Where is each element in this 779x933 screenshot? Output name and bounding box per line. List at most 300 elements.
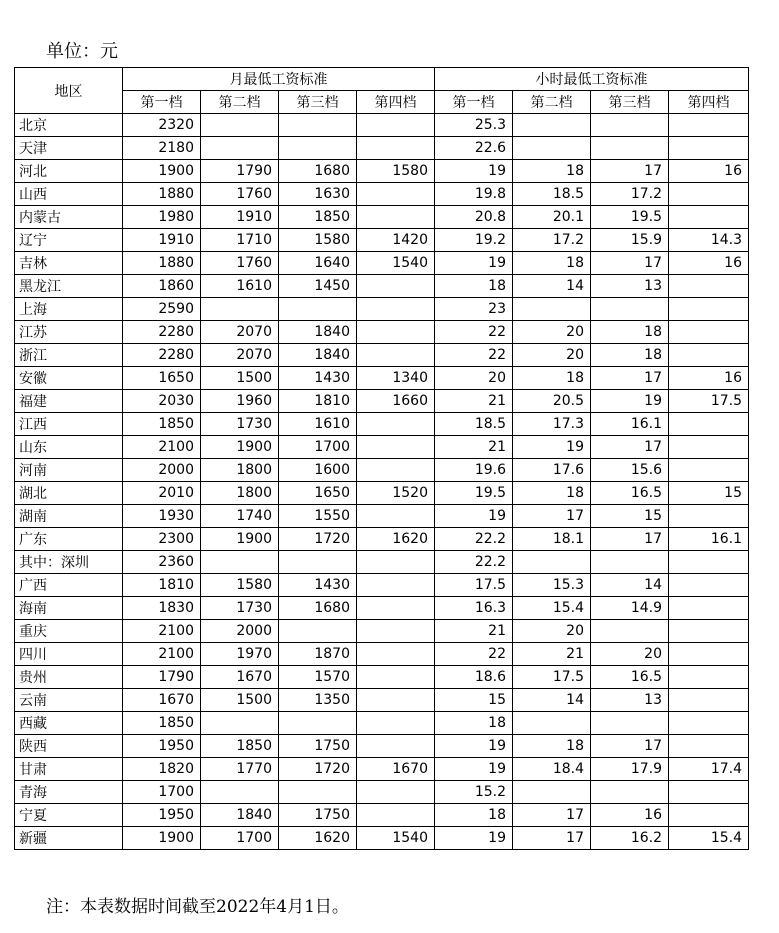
monthly-wage-cell (357, 666, 435, 689)
monthly-wage-cell (279, 551, 357, 574)
hourly-wage-cell: 19 (435, 735, 513, 758)
monthly-wage-cell: 2100 (123, 620, 201, 643)
hourly-wage-cell: 15 (591, 505, 669, 528)
hourly-wage-cell: 16 (591, 804, 669, 827)
monthly-wage-cell: 2590 (123, 298, 201, 321)
monthly-wage-cell (357, 781, 435, 804)
region-cell: 西藏 (15, 712, 123, 735)
monthly-wage-cell: 1670 (357, 758, 435, 781)
table-row (15, 459, 749, 482)
table-row (15, 183, 749, 206)
monthly-wage-cell: 1970 (201, 643, 279, 666)
monthly-wage-cell: 1620 (357, 528, 435, 551)
monthly-wage-cell (279, 114, 357, 137)
monthly-tier-header: 第三档 (279, 91, 357, 114)
monthly-wage-cell: 1580 (357, 160, 435, 183)
hourly-wage-cell: 17.5 (513, 666, 591, 689)
hourly-tier-header: 第二档 (513, 91, 591, 114)
monthly-wage-cell: 1680 (279, 597, 357, 620)
table-row (15, 597, 749, 620)
hourly-wage-cell: 20 (591, 643, 669, 666)
region-cell: 内蒙古 (15, 206, 123, 229)
monthly-wage-cell: 1580 (279, 229, 357, 252)
table-row (15, 620, 749, 643)
monthly-wage-cell (357, 712, 435, 735)
monthly-wage-cell (357, 574, 435, 597)
hourly-wage-cell: 17 (591, 252, 669, 275)
hourly-wage-cell: 15.4 (669, 827, 749, 850)
hourly-wage-cell: 17 (591, 528, 669, 551)
monthly-wage-cell: 1720 (279, 528, 357, 551)
monthly-wage-cell (279, 781, 357, 804)
table-row (15, 390, 749, 413)
hourly-wage-cell: 16.1 (669, 528, 749, 551)
monthly-wage-cell: 1790 (123, 666, 201, 689)
region-cell: 青海 (15, 781, 123, 804)
hourly-wage-cell: 19 (435, 758, 513, 781)
monthly-wage-cell: 1540 (357, 827, 435, 850)
monthly-wage-cell: 1640 (279, 252, 357, 275)
hourly-wage-cell (669, 183, 749, 206)
hourly-wage-cell: 18 (513, 367, 591, 390)
hourly-wage-cell: 22.2 (435, 528, 513, 551)
hourly-wage-cell: 17 (591, 160, 669, 183)
monthly-wage-cell: 1790 (201, 160, 279, 183)
monthly-wage-cell: 1910 (123, 229, 201, 252)
hourly-wage-cell: 19 (435, 505, 513, 528)
hourly-wage-cell: 21 (435, 436, 513, 459)
monthly-wage-cell (201, 114, 279, 137)
monthly-wage-cell: 1860 (123, 275, 201, 298)
monthly-wage-cell (279, 298, 357, 321)
monthly-tier-header: 第一档 (123, 91, 201, 114)
monthly-wage-cell: 1600 (279, 459, 357, 482)
monthly-wage-cell (357, 643, 435, 666)
hourly-wage-cell (591, 551, 669, 574)
monthly-wage-cell: 1850 (123, 712, 201, 735)
region-cell: 广东 (15, 528, 123, 551)
hourly-wage-cell (669, 459, 749, 482)
hourly-wage-cell: 17.2 (591, 183, 669, 206)
hourly-wage-cell (669, 804, 749, 827)
monthly-wage-cell: 1430 (279, 574, 357, 597)
monthly-wage-cell: 2320 (123, 114, 201, 137)
hourly-wage-cell (591, 781, 669, 804)
monthly-wage-cell: 1900 (123, 160, 201, 183)
hourly-wage-cell: 20.8 (435, 206, 513, 229)
table-row (15, 712, 749, 735)
hourly-tier-header: 第四档 (669, 91, 749, 114)
region-cell: 浙江 (15, 344, 123, 367)
hourly-wage-cell: 19.2 (435, 229, 513, 252)
monthly-wage-cell: 1850 (201, 735, 279, 758)
monthly-wage-cell: 1540 (357, 252, 435, 275)
monthly-wage-cell: 1900 (123, 827, 201, 850)
monthly-wage-cell (357, 804, 435, 827)
footnote: 注：本表数据时间截至2022年4月1日。 (46, 897, 349, 917)
monthly-wage-cell: 1840 (279, 344, 357, 367)
hourly-wage-cell (513, 551, 591, 574)
hourly-wage-cell: 18.5 (435, 413, 513, 436)
hourly-wage-cell (513, 712, 591, 735)
monthly-wage-cell: 1810 (123, 574, 201, 597)
monthly-wage-cell (357, 114, 435, 137)
hourly-wage-cell: 20 (435, 367, 513, 390)
hourly-wage-cell: 22 (435, 321, 513, 344)
table-row (15, 160, 749, 183)
table-row (15, 758, 749, 781)
hourly-wage-cell (513, 114, 591, 137)
hourly-wage-cell: 16.3 (435, 597, 513, 620)
monthly-wage-cell: 1650 (123, 367, 201, 390)
hourly-wage-cell: 18.1 (513, 528, 591, 551)
monthly-wage-cell: 1340 (357, 367, 435, 390)
hourly-wage-cell: 25.3 (435, 114, 513, 137)
region-cell: 湖南 (15, 505, 123, 528)
monthly-wage-cell: 1850 (123, 413, 201, 436)
hourly-wage-cell: 16 (669, 252, 749, 275)
monthly-wage-cell (357, 206, 435, 229)
hourly-wage-cell: 17.4 (669, 758, 749, 781)
monthly-wage-cell (357, 137, 435, 160)
table-body (15, 114, 749, 850)
monthly-wage-cell (357, 620, 435, 643)
hourly-wage-cell: 16.5 (591, 482, 669, 505)
monthly-wage-cell: 2030 (123, 390, 201, 413)
hourly-wage-cell (669, 321, 749, 344)
hourly-wage-cell: 22 (435, 344, 513, 367)
monthly-wage-cell (201, 712, 279, 735)
region-cell: 宁夏 (15, 804, 123, 827)
monthly-wage-cell: 1820 (123, 758, 201, 781)
monthly-wage-cell (357, 321, 435, 344)
monthly-wage-cell: 1500 (201, 689, 279, 712)
monthly-wage-cell: 1710 (201, 229, 279, 252)
region-cell: 安徽 (15, 367, 123, 390)
monthly-wage-cell: 2280 (123, 344, 201, 367)
table-row (15, 344, 749, 367)
hourly-wage-cell (591, 712, 669, 735)
hourly-wage-cell: 18 (513, 735, 591, 758)
monthly-wage-cell: 1800 (201, 459, 279, 482)
region-cell: 其中：深圳 (15, 551, 123, 574)
table-row (15, 367, 749, 390)
monthly-group-header: 月最低工资标准 (123, 68, 435, 91)
hourly-wage-cell (669, 137, 749, 160)
region-cell: 河南 (15, 459, 123, 482)
monthly-wage-cell (357, 735, 435, 758)
monthly-wage-cell: 1880 (123, 252, 201, 275)
monthly-wage-cell: 1430 (279, 367, 357, 390)
hourly-tier-header: 第三档 (591, 91, 669, 114)
hourly-wage-cell (669, 620, 749, 643)
region-cell: 重庆 (15, 620, 123, 643)
region-cell: 海南 (15, 597, 123, 620)
hourly-wage-cell (591, 298, 669, 321)
monthly-wage-cell (279, 712, 357, 735)
hourly-wage-cell (669, 344, 749, 367)
hourly-wage-cell: 15.3 (513, 574, 591, 597)
monthly-wage-cell: 1500 (201, 367, 279, 390)
table-row (15, 804, 749, 827)
hourly-wage-cell: 17.9 (591, 758, 669, 781)
hourly-wage-cell: 14 (513, 689, 591, 712)
hourly-wage-cell: 15.4 (513, 597, 591, 620)
hourly-wage-cell: 20 (513, 620, 591, 643)
monthly-wage-cell (357, 298, 435, 321)
hourly-wage-cell: 18 (435, 712, 513, 735)
monthly-wage-cell: 1660 (357, 390, 435, 413)
hourly-wage-cell: 18.4 (513, 758, 591, 781)
hourly-wage-cell (669, 206, 749, 229)
monthly-wage-cell (279, 137, 357, 160)
hourly-wage-cell (669, 298, 749, 321)
region-cell: 云南 (15, 689, 123, 712)
region-cell: 天津 (15, 137, 123, 160)
monthly-wage-cell: 1760 (201, 252, 279, 275)
hourly-wage-cell (513, 137, 591, 160)
monthly-wage-cell: 2100 (123, 643, 201, 666)
monthly-wage-cell (357, 436, 435, 459)
hourly-wage-cell (669, 735, 749, 758)
monthly-wage-cell: 1420 (357, 229, 435, 252)
hourly-wage-cell: 14 (591, 574, 669, 597)
hourly-wage-cell: 22.6 (435, 137, 513, 160)
minimum-wage-table (14, 67, 749, 850)
monthly-wage-cell: 1700 (279, 436, 357, 459)
region-cell: 山东 (15, 436, 123, 459)
region-cell: 福建 (15, 390, 123, 413)
monthly-wage-cell: 1570 (279, 666, 357, 689)
hourly-wage-cell: 14.9 (591, 597, 669, 620)
region-header: 地区 (15, 68, 123, 114)
hourly-wage-cell: 19 (435, 827, 513, 850)
table-row (15, 114, 749, 137)
region-cell: 陕西 (15, 735, 123, 758)
hourly-wage-cell: 17 (513, 804, 591, 827)
hourly-wage-cell: 18.5 (513, 183, 591, 206)
monthly-wage-cell: 1760 (201, 183, 279, 206)
hourly-wage-cell: 15 (435, 689, 513, 712)
hourly-wage-cell: 14.3 (669, 229, 749, 252)
hourly-wage-cell: 16 (669, 160, 749, 183)
monthly-wage-cell (357, 413, 435, 436)
hourly-wage-cell: 17 (513, 827, 591, 850)
table-row (15, 689, 749, 712)
hourly-wage-cell: 19 (435, 252, 513, 275)
monthly-wage-cell (357, 689, 435, 712)
hourly-wage-cell: 16.5 (591, 666, 669, 689)
hourly-wage-cell (591, 620, 669, 643)
hourly-wage-cell: 19.8 (435, 183, 513, 206)
hourly-wage-cell (669, 574, 749, 597)
hourly-wage-cell: 18 (435, 275, 513, 298)
monthly-wage-cell: 1900 (201, 528, 279, 551)
monthly-wage-cell: 1950 (123, 735, 201, 758)
table-row (15, 229, 749, 252)
hourly-wage-cell (513, 298, 591, 321)
hourly-wage-cell: 16.2 (591, 827, 669, 850)
hourly-wage-cell (669, 413, 749, 436)
monthly-wage-cell: 2010 (123, 482, 201, 505)
monthly-wage-cell: 1550 (279, 505, 357, 528)
hourly-wage-cell (669, 689, 749, 712)
monthly-wage-cell: 1750 (279, 804, 357, 827)
monthly-wage-cell: 1840 (279, 321, 357, 344)
monthly-wage-cell (357, 275, 435, 298)
table-row (15, 528, 749, 551)
hourly-wage-cell: 13 (591, 275, 669, 298)
monthly-wage-cell: 2100 (123, 436, 201, 459)
hourly-tier-header: 第一档 (435, 91, 513, 114)
table-row (15, 666, 749, 689)
monthly-wage-cell: 2360 (123, 551, 201, 574)
hourly-wage-cell (669, 275, 749, 298)
region-cell: 黑龙江 (15, 275, 123, 298)
region-cell: 湖北 (15, 482, 123, 505)
hourly-wage-cell (669, 712, 749, 735)
monthly-wage-cell: 1850 (279, 206, 357, 229)
monthly-wage-cell: 1740 (201, 505, 279, 528)
hourly-wage-cell: 17.5 (435, 574, 513, 597)
region-cell: 贵州 (15, 666, 123, 689)
table-row (15, 252, 749, 275)
table-row (15, 275, 749, 298)
monthly-wage-cell: 1980 (123, 206, 201, 229)
monthly-wage-cell: 1620 (279, 827, 357, 850)
monthly-wage-cell (201, 781, 279, 804)
hourly-wage-cell (591, 137, 669, 160)
monthly-wage-cell: 1350 (279, 689, 357, 712)
region-cell: 吉林 (15, 252, 123, 275)
table-row (15, 735, 749, 758)
monthly-wage-cell: 1840 (201, 804, 279, 827)
hourly-wage-cell: 19 (435, 160, 513, 183)
hourly-wage-cell: 18 (513, 482, 591, 505)
hourly-wage-cell: 20.5 (513, 390, 591, 413)
monthly-wage-cell: 1900 (201, 436, 279, 459)
hourly-wage-cell: 15.9 (591, 229, 669, 252)
monthly-wage-cell (201, 551, 279, 574)
hourly-wage-cell: 22 (435, 643, 513, 666)
monthly-wage-cell: 1670 (201, 666, 279, 689)
monthly-wage-cell: 1450 (279, 275, 357, 298)
hourly-group-header: 小时最低工资标准 (435, 68, 749, 91)
monthly-wage-cell (357, 183, 435, 206)
hourly-wage-cell: 17.3 (513, 413, 591, 436)
monthly-wage-cell: 2280 (123, 321, 201, 344)
region-cell: 辽宁 (15, 229, 123, 252)
monthly-wage-cell: 1700 (123, 781, 201, 804)
monthly-wage-cell: 1950 (123, 804, 201, 827)
hourly-wage-cell: 15 (669, 482, 749, 505)
table-row (15, 827, 749, 850)
region-cell: 江西 (15, 413, 123, 436)
monthly-wage-cell: 2000 (123, 459, 201, 482)
unit-label: 单位：元 (46, 41, 118, 62)
monthly-wage-cell: 1730 (201, 597, 279, 620)
monthly-wage-cell: 2180 (123, 137, 201, 160)
hourly-wage-cell (591, 114, 669, 137)
monthly-wage-cell: 2070 (201, 321, 279, 344)
hourly-wage-cell: 18.6 (435, 666, 513, 689)
hourly-wage-cell: 17 (591, 735, 669, 758)
table-row (15, 643, 749, 666)
hourly-wage-cell: 16 (669, 367, 749, 390)
table-row (15, 436, 749, 459)
hourly-wage-cell: 18 (435, 804, 513, 827)
monthly-wage-cell: 1770 (201, 758, 279, 781)
monthly-wage-cell: 1610 (201, 275, 279, 298)
monthly-wage-cell: 1700 (201, 827, 279, 850)
monthly-wage-cell: 1730 (201, 413, 279, 436)
hourly-wage-cell (669, 114, 749, 137)
monthly-wage-cell: 1580 (201, 574, 279, 597)
monthly-wage-cell: 1630 (279, 183, 357, 206)
table-row (15, 413, 749, 436)
monthly-tier-header: 第四档 (357, 91, 435, 114)
region-cell: 四川 (15, 643, 123, 666)
table-row (15, 482, 749, 505)
hourly-wage-cell (669, 597, 749, 620)
monthly-wage-cell: 1680 (279, 160, 357, 183)
monthly-wage-cell: 1670 (123, 689, 201, 712)
hourly-wage-cell (669, 781, 749, 804)
table-row (15, 321, 749, 344)
monthly-wage-cell (279, 620, 357, 643)
region-cell: 新疆 (15, 827, 123, 850)
hourly-wage-cell: 20 (513, 344, 591, 367)
monthly-wage-cell: 1720 (279, 758, 357, 781)
hourly-wage-cell: 17.2 (513, 229, 591, 252)
hourly-wage-cell: 20 (513, 321, 591, 344)
monthly-wage-cell: 2300 (123, 528, 201, 551)
hourly-wage-cell (669, 505, 749, 528)
hourly-wage-cell (669, 436, 749, 459)
monthly-wage-cell: 2070 (201, 344, 279, 367)
hourly-wage-cell (669, 551, 749, 574)
hourly-wage-cell: 21 (435, 620, 513, 643)
hourly-wage-cell: 19.5 (591, 206, 669, 229)
hourly-wage-cell: 14 (513, 275, 591, 298)
table-row (15, 551, 749, 574)
monthly-tier-header: 第二档 (201, 91, 279, 114)
monthly-wage-cell: 1930 (123, 505, 201, 528)
monthly-wage-cell (357, 505, 435, 528)
table-row (15, 505, 749, 528)
monthly-wage-cell: 1960 (201, 390, 279, 413)
hourly-wage-cell: 22.2 (435, 551, 513, 574)
hourly-wage-cell: 16.1 (591, 413, 669, 436)
hourly-wage-cell: 20.1 (513, 206, 591, 229)
hourly-wage-cell (513, 781, 591, 804)
region-cell: 广西 (15, 574, 123, 597)
monthly-wage-cell (201, 298, 279, 321)
monthly-wage-cell (357, 344, 435, 367)
hourly-wage-cell: 19.6 (435, 459, 513, 482)
monthly-wage-cell: 1610 (279, 413, 357, 436)
monthly-wage-cell: 1650 (279, 482, 357, 505)
hourly-wage-cell: 19.5 (435, 482, 513, 505)
monthly-wage-cell: 1830 (123, 597, 201, 620)
monthly-wage-cell (357, 597, 435, 620)
monthly-wage-cell: 1810 (279, 390, 357, 413)
hourly-wage-cell: 21 (435, 390, 513, 413)
hourly-wage-cell: 18 (513, 252, 591, 275)
region-cell: 上海 (15, 298, 123, 321)
table-row (15, 574, 749, 597)
hourly-wage-cell: 18 (513, 160, 591, 183)
